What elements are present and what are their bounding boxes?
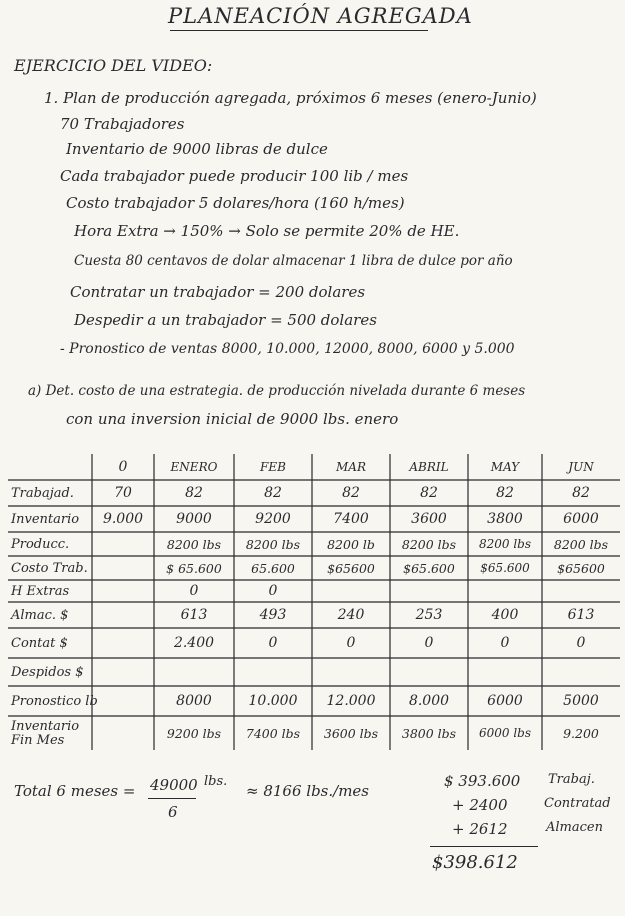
table-cell: 253	[415, 607, 443, 623]
table-cell	[390, 658, 468, 686]
monthly-average: ≈ 8166 lbs./mes	[246, 782, 369, 800]
table-cell: 493	[259, 607, 287, 623]
table-cell: 613	[567, 607, 595, 623]
table-cell: 70	[114, 485, 132, 501]
table-cell: 8200 lbs	[478, 537, 532, 551]
table-cell	[390, 580, 468, 602]
table-cell: 0	[189, 583, 199, 599]
row-label: H Extras	[11, 583, 70, 599]
fraction-bar	[148, 798, 196, 799]
summary-amount: + 2400	[452, 796, 508, 814]
total-unit: lbs.	[204, 774, 228, 789]
table-cell: 82	[572, 485, 590, 501]
statement-line: Hora Extra → 150% → Solo se permite 20% de HE.	[74, 222, 460, 240]
table-cell	[92, 602, 154, 628]
table-cell: 82	[342, 485, 360, 501]
exercise-label: EJERCICIO DEL VIDEO:	[14, 56, 213, 75]
table-cell	[154, 658, 234, 686]
table-cell: 9000	[176, 511, 212, 527]
statement-line: Contratar un trabajador = 200 dolares	[70, 283, 366, 301]
table-cell: 10.000	[248, 693, 298, 709]
column-header: ENERO	[170, 460, 218, 474]
table-cell	[312, 658, 390, 686]
summary-label: Almacen	[546, 820, 603, 835]
table-cell: 0	[424, 635, 434, 651]
table-cell: 7400 lbs	[245, 725, 301, 741]
table-cell: 8200 lb	[327, 536, 375, 552]
table-cell: 82	[264, 485, 282, 501]
table-cell: 8200 lbs	[401, 536, 457, 552]
page-title: PLANEACIÓN AGREGADA	[168, 4, 473, 28]
table-cell	[542, 580, 620, 602]
statement-line: 70 Trabajadores	[60, 115, 185, 133]
total-numerator: 49000	[150, 776, 198, 794]
table-cell: 65.600	[251, 560, 295, 576]
table-cell: 2.400	[173, 635, 215, 651]
row-label: Inventario Fin Mes	[11, 719, 80, 748]
table-cell	[542, 658, 620, 686]
table-cell: 6000	[563, 511, 599, 527]
summary-label: Contratad	[544, 796, 611, 811]
row-label: Trabajad.	[11, 485, 74, 501]
table-cell	[234, 658, 312, 686]
summary-amount: + 2612	[452, 820, 508, 838]
table-cell: 9.200	[563, 725, 599, 741]
table-cell	[468, 580, 542, 602]
plan-table	[8, 450, 620, 754]
table-cell: 82	[185, 485, 203, 501]
table-cell: 12.000	[326, 693, 376, 709]
row-label: Despidos $	[11, 664, 84, 680]
table-cell	[92, 556, 154, 580]
table-cell: 8200 lbs	[245, 536, 301, 552]
table-cell: 0	[346, 635, 356, 651]
table-cell: 6000 lbs	[478, 726, 532, 740]
table-cell	[92, 716, 154, 750]
title-underline	[170, 30, 428, 31]
statement-line: - Pronostico de ventas 8000, 10.000, 12000, 8000, 6000 y 5.000	[60, 341, 515, 357]
statement-line: Cada trabajador puede producir 100 lib / mes	[60, 167, 409, 185]
table-cell: $ 65.600	[166, 560, 222, 576]
total-label: Total 6 meses =	[14, 782, 136, 800]
row-label: Almac. $	[11, 607, 69, 623]
table-cell: 9200	[255, 511, 291, 527]
table-cell	[92, 658, 154, 686]
table-cell: $65.600	[403, 560, 455, 576]
table-cell	[92, 686, 154, 716]
table-cell: 3800	[487, 511, 523, 527]
table-cell: 0	[268, 635, 278, 651]
grand-total: $398.612	[432, 852, 518, 873]
table-cell: $65600	[557, 560, 605, 576]
column-header: FEB	[260, 460, 286, 474]
statement-line: 1. Plan de producción agregada, próximos 6 meses (enero-Junio)	[44, 89, 537, 107]
table-cell: 8200 lbs	[166, 536, 222, 552]
table-cell: 0	[500, 635, 510, 651]
summary-label: Trabaj.	[548, 772, 595, 787]
table-cell: 3600	[411, 511, 447, 527]
table-cell: 0	[268, 583, 278, 599]
column-header: JUN	[568, 460, 594, 474]
table-cell: 9.000	[102, 511, 144, 527]
table-cell: 8000	[176, 693, 212, 709]
row-label: Costo Trab.	[11, 560, 88, 576]
row-label: Pronostico lb	[11, 693, 98, 709]
question-line: con una inversion inicial de 9000 lbs. enero	[66, 410, 399, 428]
table-cell: 7400	[333, 511, 369, 527]
table-cell: 5000	[563, 693, 599, 709]
row-label: Contat $	[11, 635, 68, 651]
table-cell: 240	[337, 607, 365, 623]
statement-line: Despedir a un trabajador = 500 dolares	[74, 311, 377, 329]
table-cell: $65600	[327, 560, 375, 576]
table-cell	[92, 532, 154, 556]
table-cell	[468, 658, 542, 686]
column-header: ABRIL	[409, 460, 449, 474]
column-header: 0	[118, 459, 128, 475]
table-cell: 82	[496, 485, 514, 501]
table-cell	[92, 628, 154, 658]
sum-rule	[430, 846, 538, 847]
table-cell: 0	[576, 635, 586, 651]
row-label: Producc.	[11, 536, 70, 552]
table-cell	[312, 580, 390, 602]
statement-line: Costo trabajador 5 dolares/hora (160 h/mes)	[66, 194, 405, 212]
table-cell: 400	[491, 607, 519, 623]
column-header: MAR	[336, 460, 366, 474]
statement-line: Inventario de 9000 libras de dulce	[66, 140, 328, 158]
table-cell: 3800 lbs	[401, 725, 457, 741]
summary-amount: $ 393.600	[444, 772, 521, 790]
table-cell	[92, 580, 154, 602]
question-line: a) Det. costo de una estrategia. de producción nivelada durante 6 meses	[28, 383, 526, 399]
table-cell: 6000	[487, 693, 523, 709]
column-header: MAY	[490, 460, 520, 474]
table-cell: 8200 lbs	[553, 536, 609, 552]
table-cell: $65.600	[480, 561, 530, 575]
statement-line: Cuesta 80 centavos de dolar almacenar 1 libra de dulce por año	[74, 253, 513, 269]
table-cell: 82	[420, 485, 438, 501]
row-label: Inventario	[11, 511, 80, 527]
table-cell: 8.000	[408, 693, 450, 709]
table-cell: 613	[180, 607, 208, 623]
table-cell: 9200 lbs	[166, 725, 222, 741]
table-cell: 3600 lbs	[323, 725, 379, 741]
total-denominator: 6	[168, 803, 178, 821]
